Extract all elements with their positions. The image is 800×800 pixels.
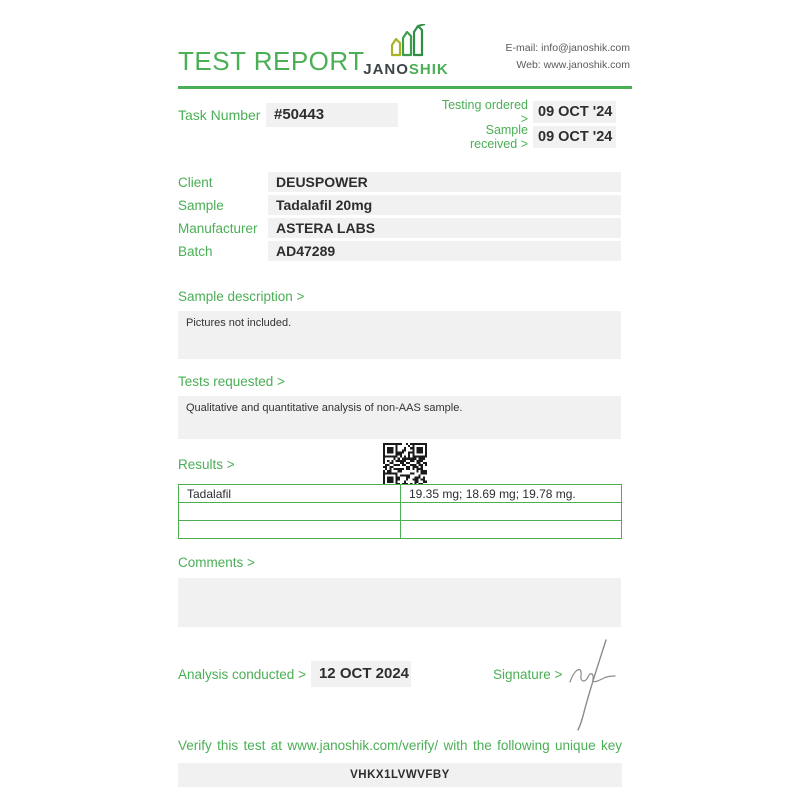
result-substance-cell [179, 521, 401, 539]
sample-description-box: Pictures not included. [178, 311, 621, 359]
task-number-label: Task Number [178, 107, 261, 123]
detail-label-batch: Batch [178, 243, 213, 259]
task-number-row [178, 103, 398, 127]
testing-ordered-row [436, 98, 616, 126]
section-heading-comments: Comments > [178, 555, 255, 570]
analysis-date-field: 12 OCT 2024 [311, 661, 411, 687]
detail-value-manufacturer: ASTERA LABS [268, 218, 621, 238]
section-heading-sample-description: Sample description > [178, 289, 305, 304]
logo-text-jano: JANO [363, 61, 409, 78]
dates-block [436, 98, 616, 151]
signature-label: Signature > [493, 667, 563, 682]
result-row [179, 485, 622, 503]
header-divider [178, 86, 632, 89]
detail-value-batch: AD47289 [268, 241, 621, 261]
sample-received-field: 09 OCT '24 [533, 126, 616, 148]
detail-row-batch [178, 241, 621, 261]
tests-requested-box: Qualitative and quantitative analysis of non-AAS sample. [178, 396, 621, 439]
detail-label-manufacturer: Manufacturer [178, 220, 258, 236]
verify-instruction: Verify this test at www.janoshik.com/verify/ with the following unique key [178, 738, 622, 753]
testing-ordered-label: Testing ordered > [441, 98, 528, 126]
contact-email: E-mail: info@janoshik.com [505, 42, 630, 54]
detail-row-sample [178, 195, 621, 215]
verify-key-field: VHKX1LVWVFBY [178, 763, 622, 787]
detail-row-manufacturer [178, 218, 621, 238]
detail-row-client [178, 172, 621, 192]
comments-box [178, 578, 621, 627]
signature-scribble [560, 636, 618, 731]
qr-code [383, 443, 427, 487]
result-row [179, 503, 622, 521]
bar-chart-icon [387, 24, 431, 60]
sample-received-row [436, 123, 616, 151]
testing-ordered-field: 09 OCT '24 [533, 101, 616, 123]
page-title: TEST REPORT [178, 46, 365, 76]
analysis-conducted-row [178, 661, 411, 687]
section-heading-tests-requested: Tests requested > [178, 374, 285, 389]
detail-label-client: Client [178, 174, 213, 190]
result-substance-cell [179, 503, 401, 521]
contact-info [430, 40, 630, 74]
detail-value-client: DEUSPOWER [268, 172, 621, 192]
task-number-field: #50443 [266, 103, 398, 127]
result-value-cell [401, 521, 622, 539]
logo-text-shik: SHIK [408, 61, 449, 78]
results-table [178, 484, 622, 539]
result-row [179, 521, 622, 539]
sample-received-label: Sample received > [469, 123, 528, 151]
sample-details [178, 172, 621, 264]
result-value-cell: 19.35 mg; 18.69 mg; 19.78 mg. [401, 485, 622, 503]
result-substance-cell: Tadalafil [179, 485, 401, 503]
detail-label-sample: Sample [178, 197, 224, 213]
analysis-conducted-label: Analysis conducted > [178, 666, 306, 682]
detail-value-sample: Tadalafil 20mg [268, 195, 621, 215]
section-heading-results: Results > [178, 457, 235, 472]
contact-web: Web: www.janoshik.com [516, 59, 630, 71]
result-value-cell [401, 503, 622, 521]
